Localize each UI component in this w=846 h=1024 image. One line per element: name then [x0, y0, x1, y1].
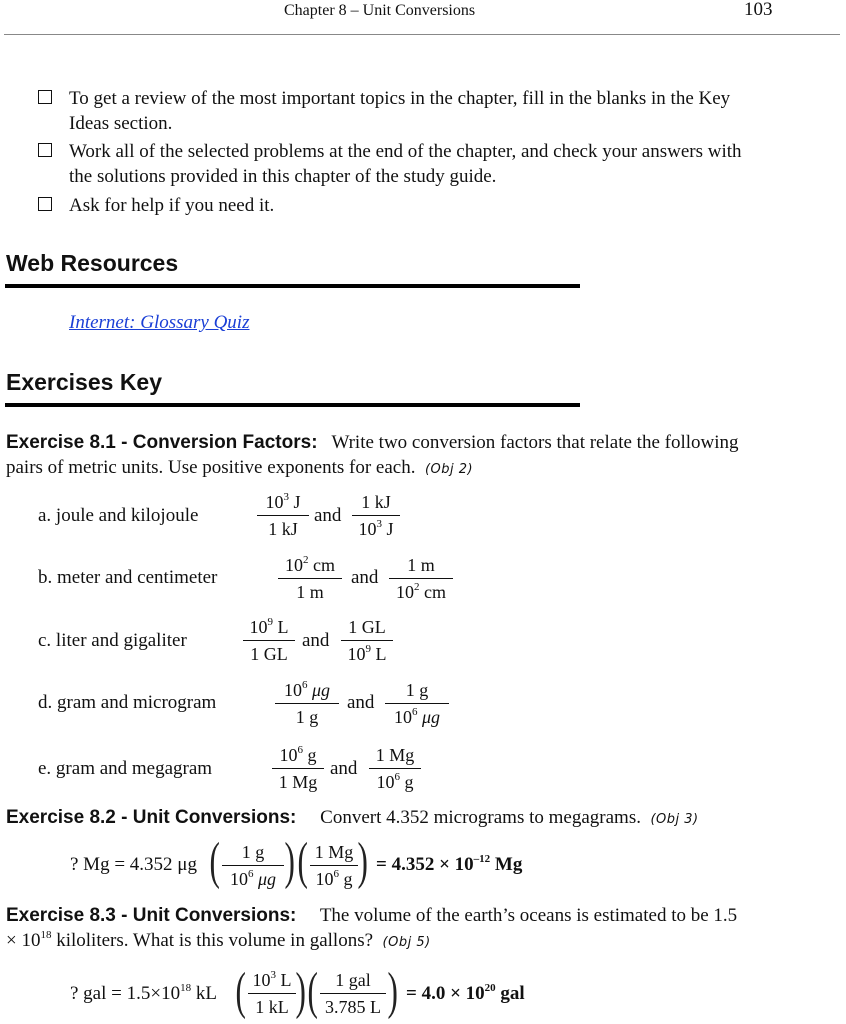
right-paren: ) [295, 963, 306, 1020]
left-paren: ( [297, 833, 308, 890]
exercise-8-1-prompt [6, 430, 838, 482]
conversion-factor: 1 Mg $10^6$ g [369, 743, 421, 794]
conversion-factor: $10^9$ L 1 GL [243, 615, 295, 666]
result-value: = $4.0 \times 10^{20}$ gal [406, 982, 525, 1004]
left-paren: ( [209, 833, 220, 890]
exercise-text: pairs of metric units. Use positive exponents for each. [6, 457, 416, 478]
checklist-text-line: Work all of the selected problems at the end of the chapter, and check your answers with [69, 141, 742, 162]
checklist-text-line: the solutions provided in this chapter of the study guide. [69, 166, 497, 187]
checkbox-icon[interactable] [38, 90, 52, 104]
exercise-text: The volume of the earth’s oceans is estimated to be 1.5 [319, 905, 738, 926]
exercise-8-2-prompt [6, 805, 838, 832]
exercise-heading: Exercise 8.2 - Unit Conversions: [6, 807, 297, 828]
header-rule [4, 34, 840, 35]
objective-tag: (Obj 3) [650, 812, 699, 827]
conversion-factor: 1 gal 3.785 L [320, 968, 386, 1019]
checklist-item [38, 139, 838, 189]
conversion-factor: 1 g $10^6$ μg [222, 840, 284, 891]
conversion-factor: $10^3$ L 1 kL [248, 968, 296, 1019]
checklist-text-line: To get a review of the most important topics in the chapter, fill in the blanks in the Key [69, 88, 731, 109]
right-paren: ) [357, 833, 368, 890]
and-word: and [302, 630, 330, 651]
checkbox-icon[interactable] [38, 143, 52, 157]
conversion-factor: $10^3$ J 1 kJ [257, 490, 309, 541]
exercise-text: Convert 4.352 micrograms to megagrams. [320, 807, 641, 828]
checkbox-icon[interactable] [38, 197, 52, 211]
exercise-row-label: b. meter and centimeter [38, 567, 218, 588]
objective-tag: (Obj 2) [424, 462, 474, 477]
and-word: and [314, 505, 342, 526]
section-rule [5, 284, 580, 288]
glossary-quiz-link[interactable]: Internet: Glossary Quiz [69, 312, 250, 333]
exercise-row-label: c. liter and gigaliter [38, 630, 187, 651]
checklist-text-line: Ideas section. [69, 113, 173, 134]
equation-lhs: ? Mg = 4.352 μg [70, 854, 197, 875]
and-word: and [351, 567, 379, 588]
exercise-heading: Exercise 8.3 - Unit Conversions: [6, 905, 297, 926]
left-paren: ( [307, 963, 318, 1020]
and-word: and [330, 758, 358, 779]
page-number: 103 [744, 0, 773, 20]
checklist-item [38, 86, 838, 136]
conversion-factor: 1 GL $10^9$ L [341, 615, 393, 666]
conversion-factor: $10^6$ g 1 Mg [272, 743, 324, 794]
conversion-factor: 1 g $10^6$ μg [385, 678, 449, 729]
conversion-factor: $10^2$ cm 1 m [278, 553, 342, 604]
chapter-title: Chapter 8 – Unit Conversions [284, 2, 476, 19]
exercise-text: × $10^{18}$ kiloliters. What is this volume in gallons? [6, 929, 374, 951]
running-header [0, 0, 846, 36]
exercise-heading: Exercise 8.1 - Conversion Factors: [6, 432, 318, 453]
conversion-factor: $10^6$ μg 1 g [275, 678, 339, 729]
exercise-8-3-prompt [6, 903, 838, 955]
checklist-text-line: Ask for help if you need it. [69, 195, 275, 216]
result-value: = $4.352 \times 10^{-12}$ Mg [376, 853, 523, 875]
conversion-factor: 1 kJ $10^3$ J [352, 490, 400, 541]
conversion-factor: 1 m $10^2$ cm [389, 553, 453, 604]
section-title-web-resources: Web Resources [6, 250, 179, 276]
exercise-row-label: a. joule and kilojoule [38, 505, 199, 526]
and-word: and [347, 692, 375, 713]
exercise-row-label: e. gram and megagram [38, 758, 213, 779]
objective-tag: (Obj 5) [382, 935, 431, 950]
exercise-text: Write two conversion factors that relate the following [331, 432, 739, 453]
right-paren: ) [387, 963, 398, 1020]
checklist-item [38, 193, 838, 218]
section-title-exercises-key: Exercises Key [6, 369, 163, 395]
exercise-row-label: d. gram and microgram [38, 692, 217, 713]
equation-lhs: ? gal = $1.5\times 10^{18}$ kL [70, 982, 217, 1004]
left-paren: ( [235, 963, 246, 1020]
right-paren: ) [284, 833, 295, 890]
conversion-factor: 1 Mg $10^6$ g [310, 840, 358, 891]
section-rule [5, 403, 580, 407]
